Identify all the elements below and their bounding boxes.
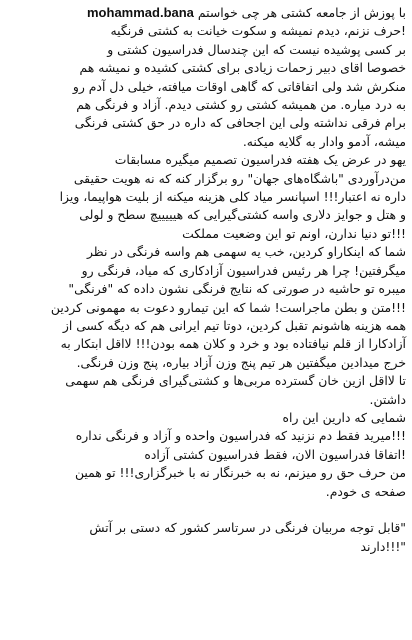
caption-line: صفحه ی خودم. — [325, 483, 406, 499]
caption-line: شما که اینکاراو کردین، خب یه سهمی هم واسه فرنگی در نظر — [86, 244, 406, 260]
username-link[interactable]: mohammad.bana — [87, 5, 194, 20]
caption-line: منکرش شد ولی اتفاقاتی که گاهی اوقات میافته، خیلی دل آدم رو — [72, 78, 406, 94]
caption-line: داشتن. — [369, 391, 406, 407]
caption-line: من حرف حق رو میزنم، نه به خبرنگار نه با خبرگزاری!!! تو همین — [74, 465, 406, 481]
caption-line: !اتفاقا فدراسیون الان، فقط فدراسیون کشتی آزاده — [144, 446, 406, 462]
caption-line: خرج میدادین میگفتین هر تیم پنج وزن آزاد بیاره، پنج وزن فرنگی. — [76, 354, 406, 370]
caption-line: "!!!دارند — [360, 538, 406, 554]
caption-body — [6, 22, 406, 556]
caption-line: یهو در عرض یک هفته فدراسیون تصمیم میگیره مسابقات — [114, 152, 406, 168]
caption-line: و هتل و جوایز دلاری واسه کشتی‌گیرایی که هیییییچ سطح و لولی — [79, 207, 406, 223]
caption-line — [6, 501, 406, 519]
caption-line: !!!میرید فقط دم نزنید که فدراسیون واحده و آزاد و فرنگی نداره — [75, 428, 406, 444]
caption-line: برام فرقی نداشته ولی این اجحافی که داره در حق کشتی فرنگی — [74, 115, 406, 131]
caption-text-start: با پوزش از جامعه کشتی هر چی خواستم — [197, 5, 406, 20]
caption-line: "قابل توجه مربیان فرنگی در سرتاسر کشور که دستی بر آتش — [89, 520, 406, 536]
caption-line: بر کسی پوشیده نیست که این چندسال فدراسیون کشتی و — [107, 41, 406, 57]
caption-line: من‌درآوردی "باشگاه‌های جهان" رو برگزار کنه که نه هویت حقیقی — [73, 170, 406, 186]
caption-line: میشه، آدمو وادار به گلایه میکنه. — [242, 133, 406, 149]
caption-line: !!!متن و بطن ماجراست! شما که این تیمارو دعوت به مهمونی کردین — [50, 299, 406, 315]
caption-line: آزادکارا از قلم نیافتاده بود و خرد و کلان همه بودن!!! لااقل ابتکار به — [60, 336, 406, 352]
caption-line: میبره تو حاشیه در صورتی که نتایج فرنگی نشون داده که "فرنگی" — [68, 281, 406, 297]
caption-first-line — [6, 4, 406, 22]
caption-line: شمایی که دارین این راه — [282, 409, 406, 425]
caption-line: داره نه اعتبار!!! اسپانسر میاد کلی هزینه میکنه از بلیت هواپیما، ویزا — [59, 189, 406, 205]
caption-line: همه هزینه هاشونم تقبل کردین، دوتا تیم ایرانی هم که دیگه کسی از — [62, 317, 406, 333]
caption-line: تا لااقل ازین خان گسترده مربی‌ها و کشتی‌گیرای فرنگی هم سهمی — [65, 373, 406, 389]
caption-line: !حرف نزنم، دیدم نمیشه و سکوت خیانت به کشتی فرنگیه — [110, 23, 406, 39]
caption-line: میگرفتین! چرا هر رئیس فدراسیون آزادکاری که میاد، فرنگی رو — [81, 262, 406, 278]
caption-line: !!!تو دنیا ندارن، اونم تو این وضعیت مملکت — [182, 225, 406, 241]
caption-line: به درد میاره. من همیشه کشتی رو کشتی دیدم. آزاد و فرنگی هم — [76, 97, 406, 113]
caption-line: خصوصا اقای دبیر زحمات زیادی برای کشتی کشیده و نمیشه هم — [79, 60, 406, 76]
